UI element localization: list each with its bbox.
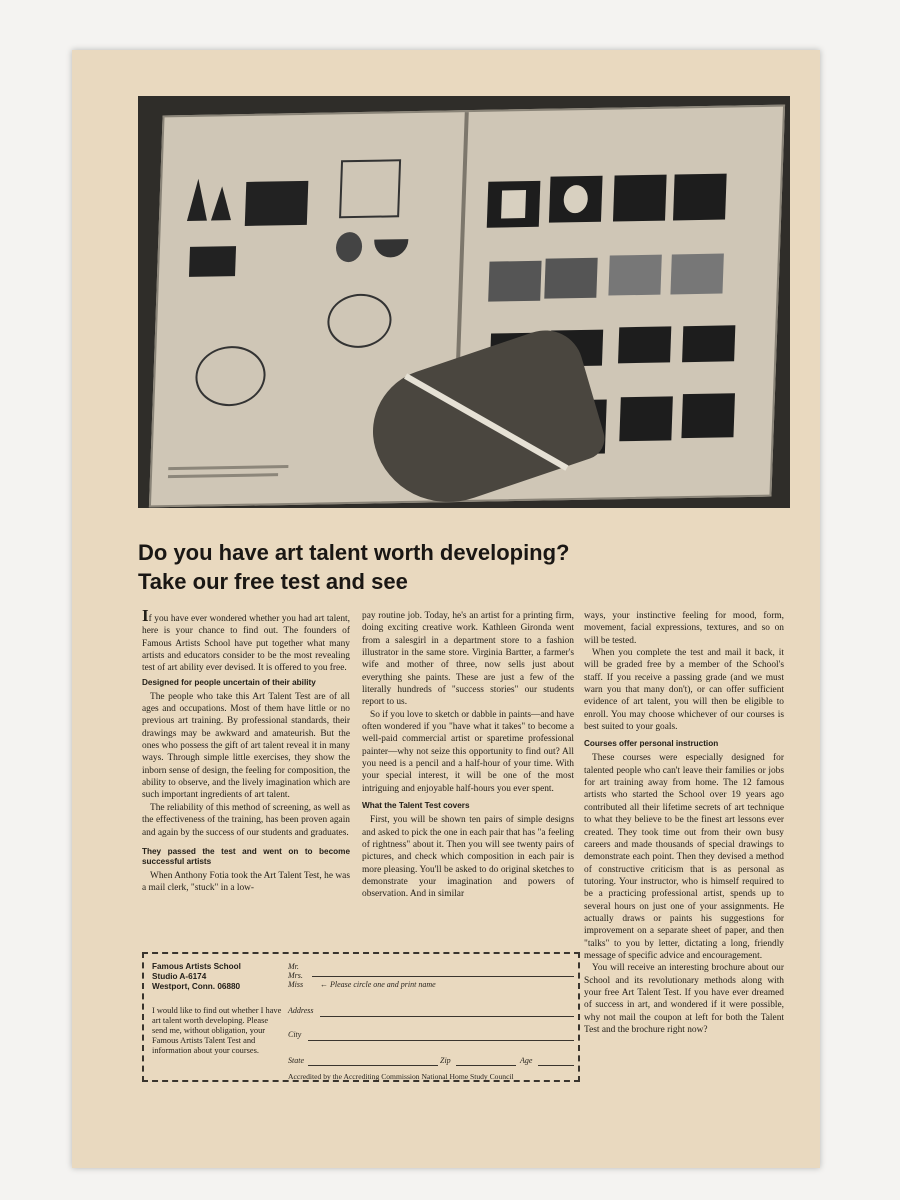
caption-line — [168, 473, 278, 478]
design-square — [682, 325, 735, 362]
paragraph: pay routine job. Today, he's an artist for a printing firm, doing exciting creative work. Kathleen Gironda went from a salesgirl in a department store to a fashion illustrator in the same store. Virginia Bartter, a farmer's wife and mother of three, now sells just about everything she paints. These are just a few of the literally hundreds of "success stories" our students report to us. — [362, 611, 574, 708]
magazine-page — [72, 50, 820, 1168]
talent-test-photo — [138, 96, 790, 508]
design-square — [487, 181, 541, 228]
paragraph: If you have ever wondered whether you had art talent, here is your chance to find out. The founders of Famous Artists School have put together what many artists and educators consider to be the most revealing test of art ability ever devised. It is offered to you free. — [142, 606, 350, 674]
studio-number: Studio A-6174 — [152, 972, 207, 981]
subheading: Designed for people uncertain of their ability — [142, 677, 316, 687]
headline-line-2: Take our free test and see — [138, 569, 408, 594]
subheading: Courses offer personal instruction — [584, 739, 719, 749]
design-square — [549, 176, 603, 223]
bowl-drawing — [374, 239, 409, 258]
city-label: City — [288, 1030, 302, 1039]
tree-drawing — [187, 179, 208, 221]
mrs-label: Mrs. — [288, 971, 303, 980]
address-label: Address — [288, 1006, 314, 1015]
test-booklet-image — [149, 105, 785, 508]
age-field-line[interactable] — [538, 1065, 574, 1066]
paragraph: When you complete the test and mail it back, it will be graded free by a member of the School's staff. If you receive a passing grade (and we must warn you that many don't), or can offer sufficient evidence of art talent, you will then be eligible to enroll. You may choose whichever of our courses is best suited to your goals. — [584, 648, 784, 733]
caption-line — [168, 465, 288, 470]
tree-drawing — [211, 186, 232, 220]
paragraph: So if you love to sketch or dabble in paints—and have often wondered if you "have what it takes" to become a well-paid commercial artist or sparetime professional painter—why not seize this opportunity to find out? All you need is a pencil and a half-hour of your time. With your special interest, it will be one of the most intriguing and enjoyable half-hours you ever spent. — [362, 709, 574, 794]
paragraph: The people who take this Art Talent Test are of all ages and occupations. Most of them have little or no previous art training. By professional standards, their drawings may be awkward and amateurish. But the ones who possess the gift of art talent reveal it in many ways. Through simple little exercises, they show the inborn sense of design, the feeling for composition, the ability to observe, and the lively imagination which are such important ingredients of art talent. — [142, 691, 350, 801]
design-square — [670, 254, 723, 295]
state-field-line[interactable] — [308, 1065, 438, 1066]
design-square — [673, 174, 727, 221]
name-field-line[interactable] — [312, 976, 574, 977]
house-drawing — [245, 181, 309, 226]
design-square — [488, 261, 541, 302]
design-square — [681, 393, 735, 438]
age-label: Age — [520, 1056, 533, 1065]
column-2 — [362, 610, 574, 901]
subheading: What the Talent Test covers — [362, 801, 470, 811]
headline — [138, 538, 778, 596]
zip-field-line[interactable] — [456, 1065, 516, 1066]
design-square — [608, 255, 661, 296]
paragraph: ways, your instinctive feeling for mood, form, movement, facial expressions, textures, and so on will be tested. — [584, 611, 784, 646]
design-square — [619, 396, 673, 441]
circle-hint: ← Please circle one and print name — [320, 980, 436, 989]
coupon-request-text: I would like to find out whether I have art talent worth developing. Please send me, without obligation, your Famous Artists Talent Test and information about your courses. — [152, 1006, 282, 1055]
paragraph: You will receive an interesting brochure about our School and its revolutionary methods along with your free Art Talent Test. If you have ever dreamed of success in art, and wondered if it were possible, why not mail the coupon at left for both the Talent Test and the brochure right now? — [584, 963, 784, 1035]
paragraph: The reliability of this method of screening, as well as the effectiveness of the training, has been proven again and again by the success of our students and graduates. — [142, 802, 350, 838]
paragraph: When Anthony Fotia took the Art Talent Test, he was a mail clerk, "stuck" in a low- — [142, 870, 350, 894]
mail-in-coupon[interactable] — [142, 952, 580, 1082]
miss-label: Miss — [288, 980, 304, 989]
subheading: They passed the test and went on to become successful artists — [142, 846, 350, 866]
hand-holding-pencil — [359, 320, 609, 508]
design-square — [618, 326, 671, 363]
empty-frame-drawing — [339, 159, 401, 218]
address-field-line[interactable] — [320, 1016, 574, 1017]
zip-label: Zip — [440, 1056, 451, 1065]
school-name: Famous Artists School — [152, 962, 241, 971]
circle-hint-text: Please circle one and print name — [330, 980, 436, 989]
school-address — [152, 962, 282, 992]
paragraph: These courses were especially designed for talented people who can't leave their families or jobs for art training away from home. The 12 famous artists who started the School over 19 years ago contributed all their lifetime secrets of art technique to what they believe to be the finest art lessons ever created. They took time out from their own busy careers and made thousands of special drawings to demonstrate each point. Then they devised a method of constructive criticism that is as personal as tutoring. Your instructor, who is himself required to be a practicing professional artist, spends up to several hours on just one of your assignments. He actually draws or paints his suggestions for improvement on a separate sheet of paper, and then "talks" to you by letter, dictating a long, friendly message of specific advice and encouragement. — [584, 753, 784, 961]
house-drawing — [189, 246, 236, 277]
dog-sketch — [194, 345, 266, 406]
city-field-line[interactable] — [308, 1040, 574, 1041]
state-label: State — [288, 1056, 304, 1065]
paragraph: First, you will be shown ten pairs of simple designs and asked to pick the one in each pair that has "a feeling of rightness" about it. Then you will see twenty pairs of pictures, and check which composition in each pair is more pleasing. You'll be asked to do original sketches to demonstrate your imagination and powers of observation. And in similar — [362, 815, 574, 900]
dog-sketch — [326, 293, 392, 348]
column-1 — [142, 606, 350, 895]
column-3 — [584, 610, 784, 1036]
school-city: Westport, Conn. 06880 — [152, 982, 241, 991]
accreditation-note: Accredited by the Accrediting Commission National Home Study Council — [288, 1072, 514, 1081]
mr-label: Mr. — [288, 962, 299, 971]
design-square — [613, 175, 667, 222]
onion-drawing — [336, 232, 363, 262]
design-square — [544, 258, 597, 299]
headline-line-1: Do you have art talent worth developing? — [138, 540, 570, 565]
